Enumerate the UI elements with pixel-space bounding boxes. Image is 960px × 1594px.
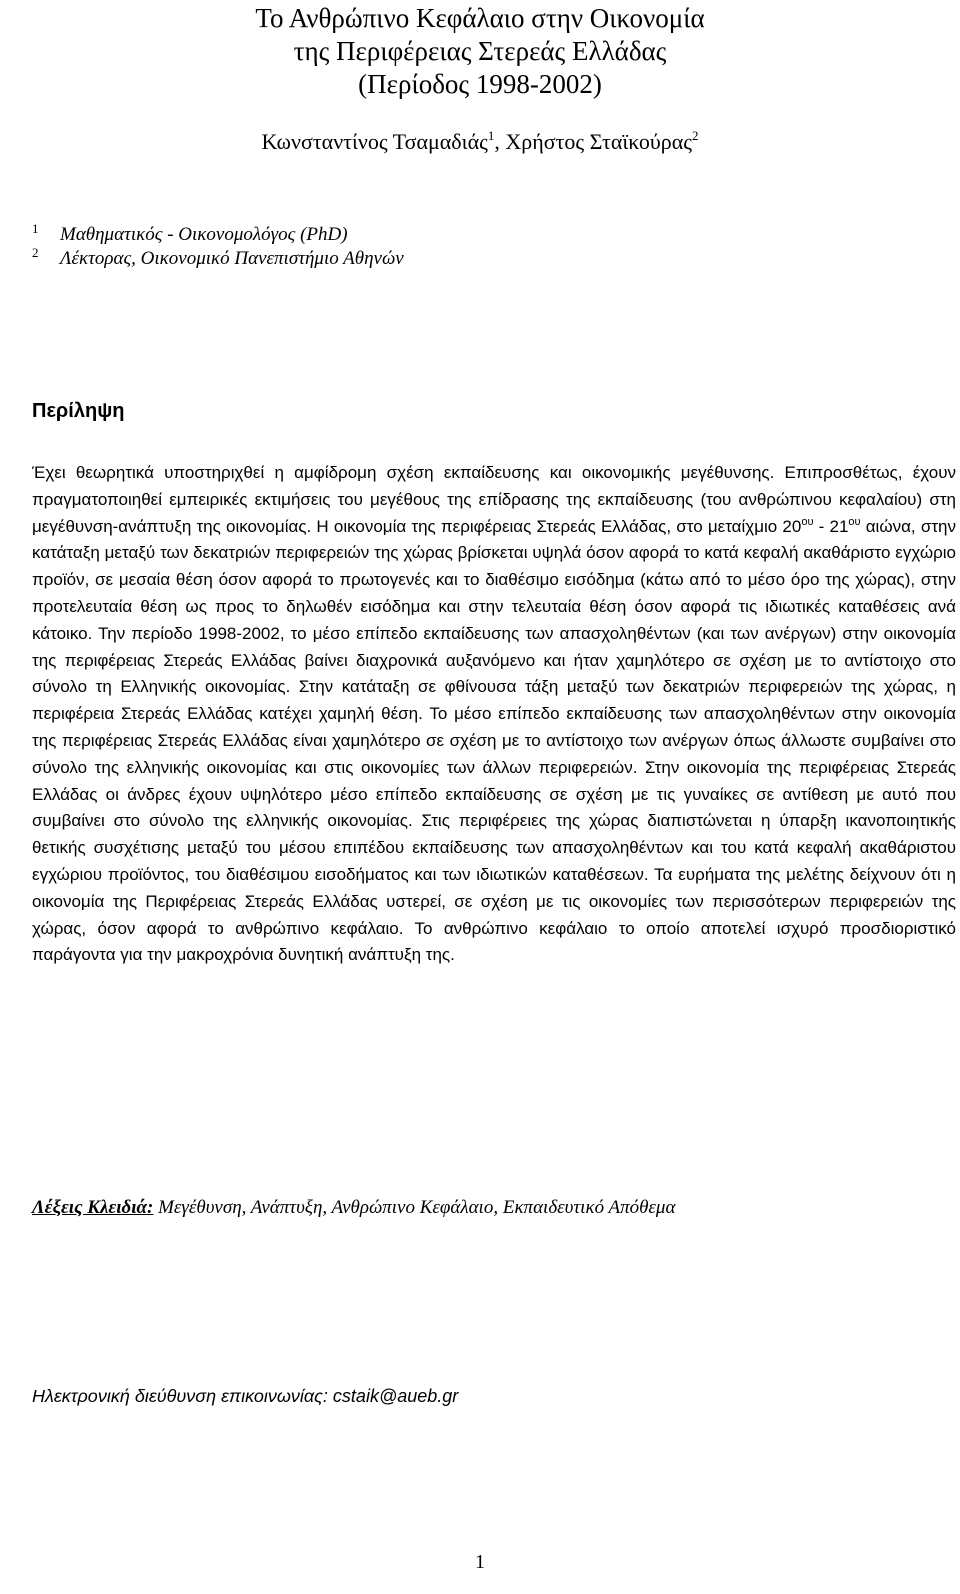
abstract-superscript-2: ου <box>848 515 861 528</box>
title-line-3: (Περίοδος 1998-2002) <box>358 69 602 99</box>
title-line-2: της Περιφέρειας Στερεάς Ελλάδας <box>293 36 667 66</box>
abstract-superscript-1: ου <box>801 515 814 528</box>
author-separator: , <box>494 129 506 154</box>
author-list <box>0 128 960 156</box>
author-2-footnote-mark: 2 <box>692 128 699 143</box>
abstract-body <box>32 460 956 969</box>
affiliation-2-mark: 2 <box>32 245 39 260</box>
page-number: 1 <box>475 1551 485 1573</box>
affiliation-1-text: Μαθηματικός - Οικονομολόγος (PhD) <box>60 224 348 245</box>
contact-email-line: Ηλεκτρονική διεύθυνση επικοινωνίας: cstaik@aueb.gr <box>32 1386 459 1406</box>
affiliation-2-text: Λέκτορας, Οικονομικό Πανεπιστήμιο Αθηνών <box>60 248 404 269</box>
abstract-text-part-1: Έχει θεωρητικά υποστηριχθεί η αμφίδρομη σχέση εκπαίδευσης και οικονομικής μεγέθυνσης. Επιπροσθέτως, έχουν πραγματοποιηθεί εμπειρικές εκτιμήσεις του μεγέθους της επίδρασης της εκπαίδευσης (του ανθρώπινου κεφαλαίου) στη μεγέθυνση-ανάπτυξη της οικονομίας. Η οικονομία της περιφέρειας Στερεάς Ελλάδας, στο μεταίχμιο 20 <box>32 463 956 536</box>
paper-title <box>0 2 960 101</box>
keywords-label: Λέξεις Κλειδιά: <box>32 1197 154 1218</box>
author-name-2: Χρήστος Σταϊκούρας <box>505 129 693 154</box>
author-name-1: Κωνσταντίνος Τσαμαδιάς <box>261 129 488 154</box>
title-line-1: Το Ανθρώπινο Κεφάλαιο στην Οικονομία <box>255 3 705 33</box>
abstract-paragraph <box>32 460 956 969</box>
keywords <box>32 1196 956 1220</box>
abstract-text-part-3: αιώνα, στην κατάταξη μεταξύ των δεκατριών περιφερειών της χώρας βρίσκεται υψηλά όσον αφορά το κατά κεφαλή ακαθάριστο εγχώριο προϊόν, σε μεσαία θέση όσον αφορά το πρωτογενές και το διαθέσιμο εισόδημα (κάτω από το μέσο όρο της χώρας), στην προτελευταία θέση ως προς το δηλωθέν εισόδημα και στην τελευταία θέση όσον αφορά τις ιδιωτικές καταθέσεις ανά κάτοικο. Την περίοδο 1998-2002, το μέσο επίπεδο εκπαίδευσης των απασχοληθέντων (και των ανέργων) στην οικονομία της περιφέρειας Στερεάς Ελλάδας βαίνει διαχρονικά αυξανόμενο και ήταν χαμηλότερο σε σχέση με το αντίστοιχο στο σύνολο τη Ελληνικής οικονομίας. Στην κατάταξη σε φθίνουσα τάξη μεταξύ των δεκατριών περιφερειών της χώρας, η περιφέρεια Στερεάς Ελλάδας κατέχει χαμηλή θέση. Το μέσο επίπεδο εκπαίδευσης των απασχοληθέντων στην οικονομία της περιφέρειας Στερεάς Ελλάδας είναι χαμηλότερο σε σχέση με το αντίστοιχο των ανέργων όπως άλλωστε συμβαίνει στο σύνολο της ελληνικής οικονομίας και στις οικονομίες των άλλων περιφερειών. Στην οικονομία της περιφέρειας Στερεάς Ελλάδας οι άνδρες έχουν υψηλότερο μέσο επίπεδο εκπαίδευσης σε σχέση με τις γυναίκες σε αντίθεση με αυτό που συμβαίνει στο σύνολο της ελληνικής οικονομίας. Στις περιφέρειες της χώρας διαπιστώνεται η ύπαρξη ικανοποιητικής θετικής συσχέτισης μεταξύ του μέσου επιπέδου εκπαίδευσης των απασχοληθέντων και του κατά κεφαλή ακαθάριστου εγχώριου προϊόντος, του διαθέσιμου εισοδήματος και των ιδιωτικών καταθέσεων. Τα ευρήματα της μελέτης δείχνουν ότι η οικονομία της Περιφέρειας Στερεάς Ελλάδας υστερεί, σε σχέση με τις οικονομίες των περισσότερων περιφερειών της χώρας, όσον αφορά το ανθρώπινο κεφάλαιο. Το ανθρώπινο κεφάλαιο το οποίο αποτελεί ισχυρό προσδιοριστικό παράγοντα για την μακροχρόνια δυνητική ανάπτυξη της. <box>32 516 956 965</box>
abstract-text-part-2: - 21 <box>813 516 849 536</box>
affiliation-1-mark: 1 <box>32 221 39 236</box>
author-1-footnote-mark: 1 <box>487 128 495 143</box>
keywords-list: Μεγέθυνση, Ανάπτυξη, Ανθρώπινο Κεφάλαιο, Εκπαιδευτικό Απόθεμα <box>153 1197 676 1218</box>
abstract-heading: Περίληψη <box>32 400 125 422</box>
